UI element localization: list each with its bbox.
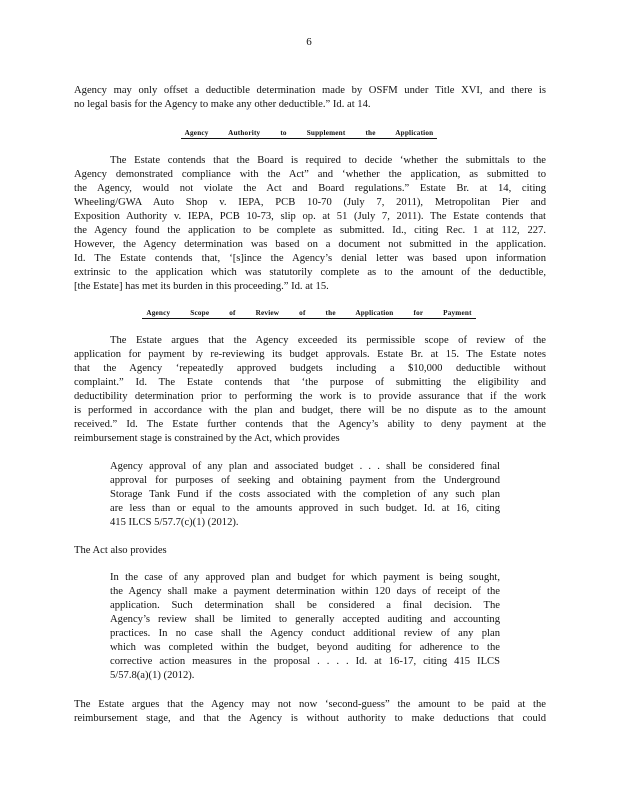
quote-line: the Agency shall make a payment determination within 120 days of receipt of the	[110, 586, 500, 597]
text-line: Agency demonstrated compliance with the Act” and ‘whether the application, as submitted to	[74, 169, 546, 180]
text-line: The Estate argues that the Agency may not now ‘second-guess” the amount to be paid at the	[74, 699, 546, 710]
quote-line: In the case of any approved plan and budget for which payment is being sought,	[110, 572, 500, 583]
section-heading-text: Agency Authority to Supplement the Application	[181, 129, 438, 139]
text-line: extrinsic to the application which was statutorily complete as to the amount of the deductible,	[74, 267, 546, 278]
text-line: Agency may only offset a deductible determination made by OSFM under Title XVI, and there is	[74, 85, 546, 96]
page-number: 6	[306, 36, 312, 48]
quote-line: practices. In no case shall the Agency conduct additional review of any plan	[110, 628, 500, 639]
quote-line: Storage Tank Fund if the costs associated with the completion of any such plan	[110, 489, 500, 500]
text-line: The Estate argues that the Agency exceeded its permissible scope of review of the	[110, 335, 546, 346]
section-heading	[0, 309, 618, 317]
text-line: The Act also provides	[74, 545, 167, 556]
text-line: that the Agency ‘repeatedly approved budgets including a $10,000 deductible without	[74, 363, 546, 374]
text-line: Wheeling/GWA Auto Shop v. IEPA, PCB 10-70 (July 7, 2011), Metropolitan Pier and	[74, 197, 546, 208]
text-line: However, the Agency determination was based on a document not submitted in the application.	[74, 239, 546, 250]
text-line: Exposition Authority v. IEPA, PCB 10-73, slip op. at 51 (July 7, 2011). The Estate contends that	[74, 211, 546, 222]
quote-line: 415 ILCS 5/57.7(c)(1) (2012).	[110, 517, 239, 528]
text-line: the Agency, would not violate the Act and Board regulations.” Estate Br. at 14, citing	[74, 183, 546, 194]
text-line: is performed in accordance with the plan and budget, there will be no dispute as to the amount	[74, 405, 546, 416]
text-line: complaint.” Id. The Estate contends that ‘the purpose of submitting the eligibility and	[74, 377, 546, 388]
text-line: reimbursement stage, and that the Agency is without authority to make deductions that could	[74, 713, 546, 724]
text-line: the Agency found the application to be complete as submitted. Id., citing Rec. 1 at 112, 227.	[74, 225, 546, 236]
text-line: Id. The Estate contends that, ‘[s]ince the Agency’s denial letter was based upon information	[74, 253, 546, 264]
text-line: no legal basis for the Agency to make any other deductible.” Id. at 14.	[74, 99, 371, 110]
text-line: The Estate contends that the Board is required to decide ‘whether the submittals to the	[110, 155, 546, 166]
section-heading	[0, 129, 618, 137]
text-line: received.” Id. The Estate further contends that the Agency’s ability to deny payment at the	[74, 419, 546, 430]
quote-line: application. Such determination shall be considered a final decision. The	[110, 600, 500, 611]
text-line: [the Estate] has met its burden in this proceeding.” Id. at 15.	[74, 281, 329, 292]
section-heading-text: Agency Scope of Review of the Application for Payment	[142, 309, 475, 319]
text-line: reimbursement stage is constrained by the Act, which provides	[74, 433, 340, 444]
quote-line: approval for purposes of seeking and obtaining payment from the Underground	[110, 475, 500, 486]
quote-line: Agency’s review shall be limited to generally accepted auditing and accounting	[110, 614, 500, 625]
quote-line: are less than or equal to the amounts approved in such budget. Id. at 16, citing	[110, 503, 500, 514]
quote-line: corrective action measures in the proposal . . . . Id. at 16-17, citing 415 ILCS	[110, 656, 500, 667]
text-line: application for payment by re-reviewing its budget approvals. Estate Br. at 15. The Estate notes	[74, 349, 546, 360]
text-line: deductibility determination prior to performing the work is to provide assurance that if the work	[74, 391, 546, 402]
quote-line: Agency approval of any plan and associated budget . . . shall be considered final	[110, 461, 500, 472]
quote-line: which was completed within the budget, beyond auditing for adherence to the	[110, 642, 500, 653]
quote-line: 5/57.8(a)(1) (2012).	[110, 670, 195, 681]
